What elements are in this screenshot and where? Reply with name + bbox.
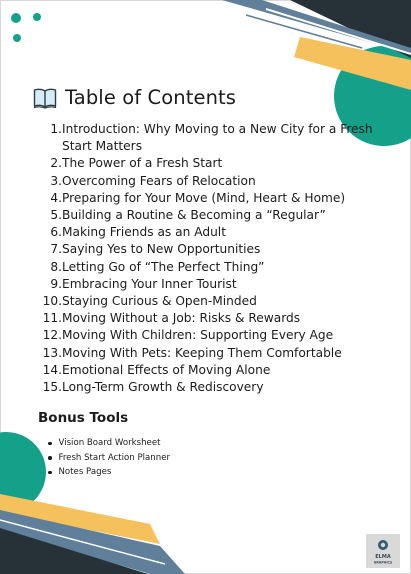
toc-list — [40, 121, 380, 396]
toc-entry: Saying Yes to New Opportunities — [62, 242, 261, 257]
toc-item — [40, 259, 380, 276]
toc-number: 4. — [50, 190, 62, 205]
toc-entry: Introduction: Why Moving to a New City for a Fresh Start Matters — [62, 122, 373, 154]
toc-number: 14. — [42, 362, 62, 377]
bullet-icon — [48, 471, 52, 475]
toc-entry: Emotional Effects of Moving Alone — [62, 362, 271, 377]
logo-name: ELMA — [375, 554, 391, 560]
toc-entry: Overcoming Fears of Relocation — [62, 173, 256, 188]
toc-item — [40, 310, 380, 327]
bonus-item — [48, 436, 170, 451]
decor-dot — [33, 13, 41, 21]
toc-item — [40, 327, 380, 344]
bonus-item-label: Fresh Start Action Planner — [58, 452, 171, 463]
toc-number: 15. — [42, 380, 62, 395]
toc-item — [40, 379, 380, 396]
toc-entry: Moving With Children: Supporting Every Age — [62, 328, 334, 343]
toc-item — [40, 241, 380, 258]
toc-item — [40, 121, 380, 155]
bullet-icon — [48, 442, 52, 446]
toc-entry: Embracing Your Inner Tourist — [62, 276, 237, 291]
toc-item — [40, 190, 380, 207]
decor-dot — [13, 34, 21, 42]
bonus-item-label: Notes Pages — [58, 467, 112, 477]
bonus-heading: Bonus Tools — [38, 410, 129, 426]
toc-number: 2. — [50, 156, 62, 171]
toc-entry: Staying Curious & Open-Minded — [62, 294, 257, 309]
toc-number: 8. — [50, 259, 62, 274]
toc-number: 11. — [42, 311, 62, 326]
toc-number: 6. — [50, 225, 62, 240]
page-title: Table of Contents — [65, 86, 237, 109]
toc-number: 1. — [50, 122, 62, 136]
brand-logo — [366, 534, 400, 568]
bullet-icon — [48, 456, 52, 460]
toc-number: 12. — [42, 328, 62, 343]
toc-entry: The Power of a Fresh Start — [62, 156, 223, 171]
toc-entry: Building a Routine & Becoming a “Regular” — [62, 208, 326, 223]
toc-entry: Preparing for Your Move (Mind, Heart & Home) — [62, 190, 346, 205]
toc-item — [40, 155, 380, 172]
toc-item — [40, 224, 380, 241]
toc-entry: Moving Without a Job: Risks & Rewards — [62, 311, 301, 326]
toc-number: 7. — [50, 242, 62, 257]
toc-number: 9. — [50, 276, 62, 291]
decor-dot — [11, 13, 21, 23]
toc-entry: Moving With Pets: Keeping Them Comfortable — [62, 345, 342, 360]
open-book-icon — [33, 87, 57, 109]
toc-number: 3. — [50, 173, 62, 188]
toc-number: 10. — [42, 294, 62, 309]
toc-entry: Letting Go of “The Perfect Thing” — [62, 259, 265, 274]
toc-number: 5. — [50, 208, 62, 223]
bonus-item — [48, 465, 170, 480]
bonus-item-label: Vision Board Worksheet — [58, 438, 161, 448]
toc-entry: Long-Term Growth & Rediscovery — [62, 380, 264, 395]
toc-item — [40, 293, 380, 310]
toc-item — [40, 345, 380, 362]
bonus-list — [48, 436, 170, 480]
toc-entry: Making Friends as an Adult — [62, 225, 226, 240]
toc-number: 13. — [42, 345, 62, 360]
toc-item — [40, 362, 380, 379]
toc-item — [40, 276, 380, 293]
bonus-item — [48, 451, 170, 466]
logo-icon — [366, 534, 400, 568]
toc-item — [40, 173, 380, 190]
toc-item — [40, 207, 380, 224]
logo-subtitle: GRAPHICS — [373, 560, 393, 565]
title-row — [33, 86, 236, 109]
